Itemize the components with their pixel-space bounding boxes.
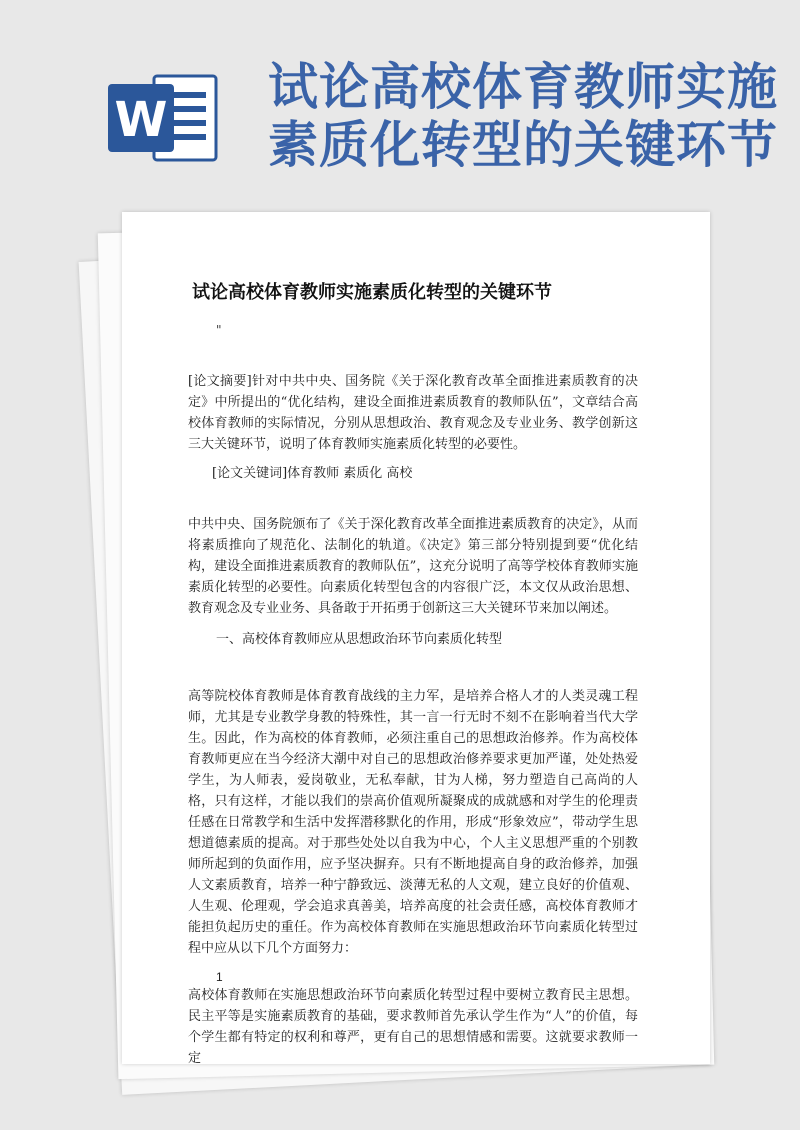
banner-title-line2: 素质化转型的关键环节 xyxy=(268,116,778,174)
word-logo-letter: W xyxy=(114,92,168,148)
quote-mark: " xyxy=(216,323,222,337)
document-content xyxy=(188,280,638,1069)
header-banner xyxy=(0,0,800,200)
document-title: 试论高校体育教师实施素质化转型的关键环节 xyxy=(192,282,552,303)
intro-paragraph: 中共中央、国务院颁布了《关于深化教育改革全面推进素质教育的决定》，从而将素质推向了规范化、法制化的轨道。《决定》第三部分特别提到要“优化结构，建设全面推进素质教育的教师队伍”，这充分说明了高等学校体育教师实施素质化转型的必要性。向素质化转型包含的内容很广泛，本文仅从政治思想、教育观念及专业业务、具备敢于开拓勇于创新这三大关键环节来加以阐述。 xyxy=(188,517,638,616)
section-body-paragraph: 高等院校体育教师是体育教育战线的主力军，是培养合格人才的人类灵魂工程师，尤其是专业教学身教的特殊性，其一言一行无时不刻不在影响着当代大学生。因此，作为高校的体育教师，必须注重自己的思想政治修养。作为高校体育教师更应在当今经济大潮中对自己的思想政治修养要求更加严谨，处处热爱学生，为人师表，爱岗敬业，无私奉献，甘为人梯，努力塑造自己高尚的人格，只有这样，才能以我们的崇高价值观所凝聚成的成就感和对学生的伦理责任感在日常教学和生活中发挥潜移默化的作用，形成“形象效应”，带动学生思想道德素质的提高。对于那些处处以自我为中心，个人主义思想严重的个别教师所起到的负面作用，应予坚决摒弃。只有不断地提高自身的政治修养，加强人文素质教育，培养一种宁静致远、淡薄无私的人文观，建立良好的价值观、人生观、伦理观，学会追求真善美，培养高度的社会责任感，高校体育教师才能担负起历史的重任。作为高校体育教师在实施思想政治环节向素质化转型过程中应从以下几个方面努力： xyxy=(188,689,638,956)
item-number: 1 xyxy=(216,970,223,984)
section-heading: 一、高校体育教师应从思想政治环节向素质化转型 xyxy=(216,632,503,647)
item-paragraph: 高校体育教师在实施思想政治环节向素质化转型过程中要树立教育民主思想。民主平等是实施素质教育的基础，要求教师首先承认学生作为“人”的价值，每个学生都有特定的权利和尊严，更有自己的思想情感和需要。这就要求教师一定 xyxy=(188,988,638,1066)
abstract-paragraph: [论文摘要]针对中共中央、国务院《关于深化教育改革全面推进素质教育的决定》中所提出的“优化结构，建设全面推进素质教育的教师队伍”，文章结合高校体育教师的实际情况，分别从思想政治、教育观念及专业业务、教学创新这三大关键环节，说明了体育教师实施素质化转型的必要性。 xyxy=(188,374,638,452)
banner-title-line1: 试论高校体育教师实施 xyxy=(268,58,778,116)
banner-title xyxy=(268,58,788,174)
keywords-line: [论文关键词]体育教师 素质化 高校 xyxy=(212,466,413,481)
word-document-icon xyxy=(108,70,220,166)
